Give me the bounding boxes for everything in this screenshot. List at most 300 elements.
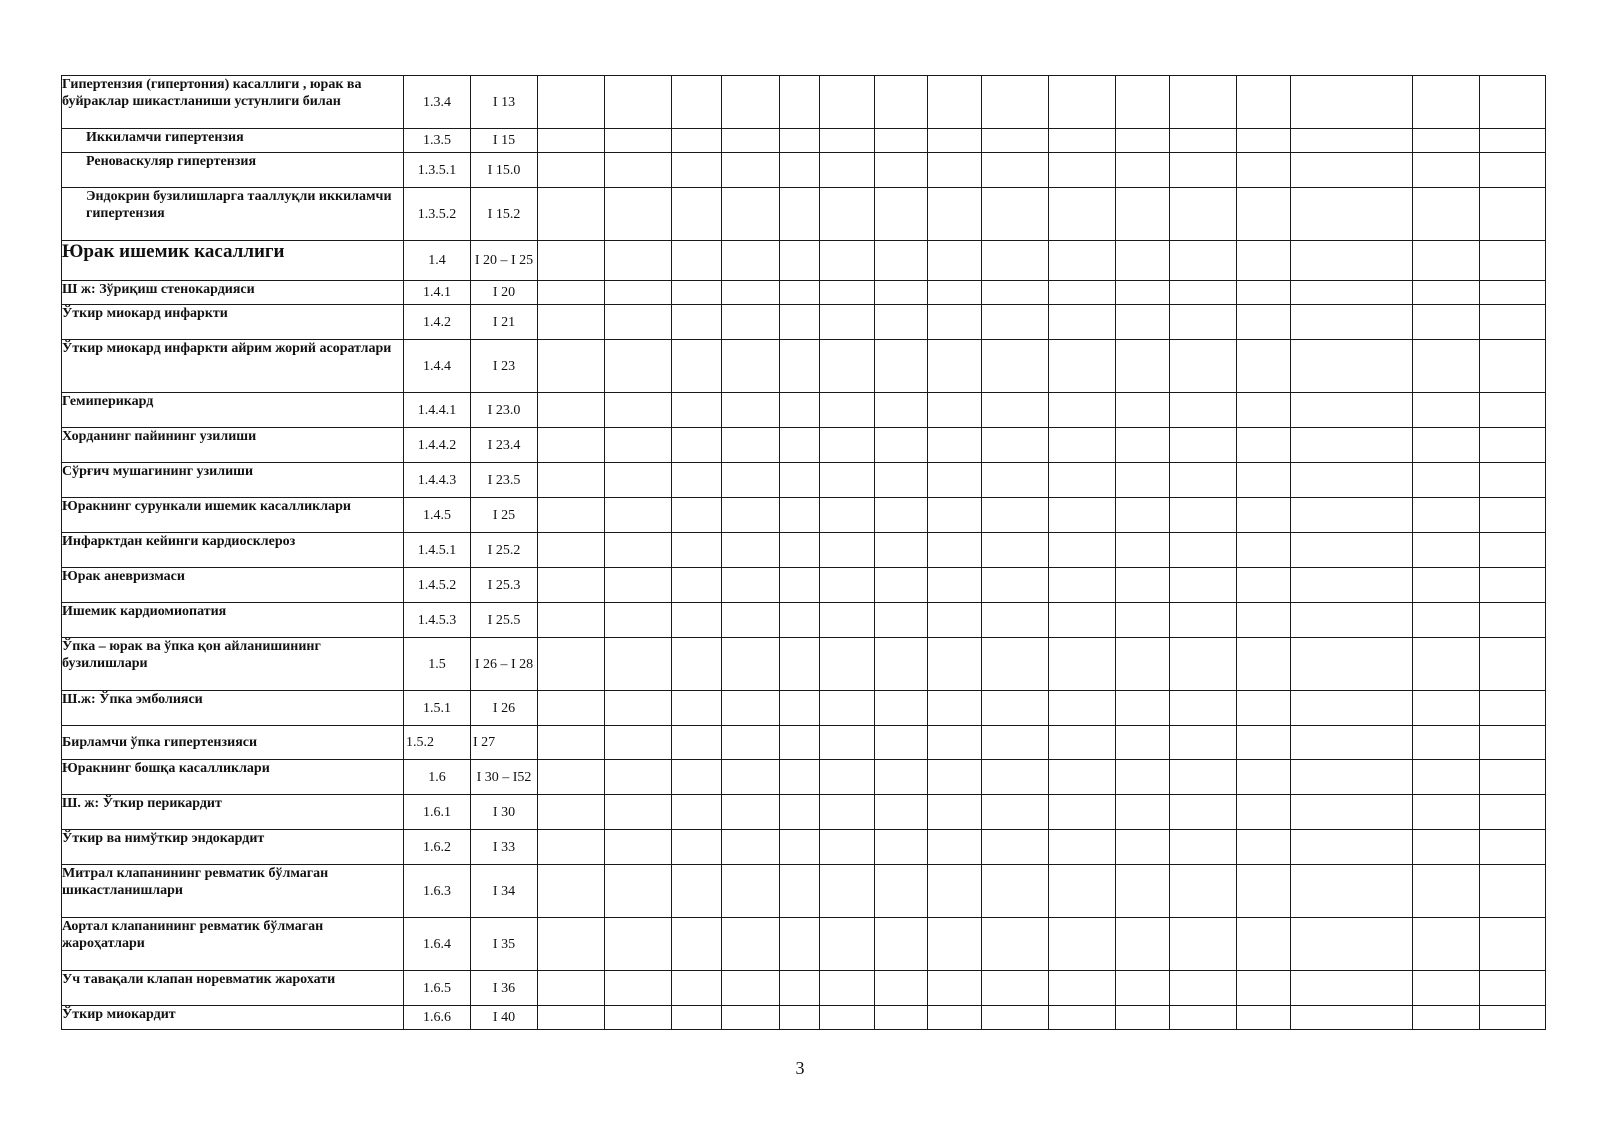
- empty-data-cell: [982, 281, 1049, 305]
- empty-data-cell: [538, 603, 605, 638]
- empty-data-cell: [820, 393, 875, 428]
- empty-data-cell: [1291, 830, 1413, 865]
- icd-code-cell: I 26 – I 28: [471, 638, 538, 691]
- empty-data-cell: [538, 76, 605, 129]
- empty-data-cell: [780, 726, 820, 760]
- empty-data-cell: [1116, 463, 1170, 498]
- empty-data-cell: [1480, 340, 1546, 393]
- empty-data-cell: [722, 691, 780, 726]
- empty-data-cell: [605, 691, 672, 726]
- empty-data-cell: [875, 428, 928, 463]
- empty-data-cell: [780, 691, 820, 726]
- empty-data-cell: [1291, 691, 1413, 726]
- empty-data-cell: [1413, 971, 1480, 1006]
- empty-data-cell: [780, 971, 820, 1006]
- empty-data-cell: [1413, 281, 1480, 305]
- empty-data-cell: [875, 340, 928, 393]
- empty-data-cell: [928, 153, 982, 188]
- icd-code-cell: I 25.3: [471, 568, 538, 603]
- empty-data-cell: [1480, 795, 1546, 830]
- empty-data-cell: [1237, 393, 1291, 428]
- empty-data-cell: [722, 533, 780, 568]
- empty-data-cell: [605, 153, 672, 188]
- empty-data-cell: [820, 241, 875, 281]
- empty-data-cell: [1237, 533, 1291, 568]
- empty-data-cell: [982, 533, 1049, 568]
- empty-data-cell: [875, 918, 928, 971]
- empty-data-cell: [820, 281, 875, 305]
- empty-data-cell: [928, 188, 982, 241]
- empty-data-cell: [928, 393, 982, 428]
- empty-data-cell: [1116, 795, 1170, 830]
- empty-data-cell: [672, 691, 722, 726]
- empty-data-cell: [1170, 795, 1237, 830]
- empty-data-cell: [1413, 463, 1480, 498]
- empty-data-cell: [780, 760, 820, 795]
- empty-data-cell: [928, 918, 982, 971]
- table-row: [62, 760, 1546, 795]
- empty-data-cell: [1237, 340, 1291, 393]
- icd-code-cell: I 27: [471, 726, 538, 760]
- icd-code-cell: I 25: [471, 498, 538, 533]
- empty-data-cell: [1291, 153, 1413, 188]
- empty-data-cell: [722, 393, 780, 428]
- empty-data-cell: [1291, 865, 1413, 918]
- empty-data-cell: [820, 340, 875, 393]
- row-code-cell: 1.5.1: [404, 691, 471, 726]
- empty-data-cell: [1291, 188, 1413, 241]
- empty-data-cell: [982, 691, 1049, 726]
- empty-data-cell: [875, 463, 928, 498]
- disease-name-cell: Юрак аневризмаси: [62, 568, 404, 603]
- empty-data-cell: [875, 153, 928, 188]
- empty-data-cell: [820, 568, 875, 603]
- empty-data-cell: [820, 865, 875, 918]
- empty-data-cell: [538, 241, 605, 281]
- empty-data-cell: [1237, 305, 1291, 340]
- empty-data-cell: [1116, 638, 1170, 691]
- empty-data-cell: [1116, 281, 1170, 305]
- empty-data-cell: [672, 281, 722, 305]
- empty-data-cell: [1116, 865, 1170, 918]
- empty-data-cell: [672, 188, 722, 241]
- row-code-cell: 1.4.4: [404, 340, 471, 393]
- empty-data-cell: [1170, 830, 1237, 865]
- empty-data-cell: [538, 795, 605, 830]
- empty-data-cell: [605, 638, 672, 691]
- table-row: [62, 918, 1546, 971]
- empty-data-cell: [538, 568, 605, 603]
- empty-data-cell: [780, 795, 820, 830]
- row-code-cell: 1.4.5.3: [404, 603, 471, 638]
- empty-data-cell: [1480, 393, 1546, 428]
- table-row: [62, 241, 1546, 281]
- row-code-cell: 1.4.4.1: [404, 393, 471, 428]
- empty-data-cell: [928, 533, 982, 568]
- row-code-cell: 1.4.4.2: [404, 428, 471, 463]
- empty-data-cell: [672, 153, 722, 188]
- empty-data-cell: [1413, 1006, 1480, 1030]
- empty-data-cell: [672, 726, 722, 760]
- empty-data-cell: [1413, 865, 1480, 918]
- icd-code-cell: I 20 – I 25: [471, 241, 538, 281]
- empty-data-cell: [820, 428, 875, 463]
- empty-data-cell: [1049, 153, 1116, 188]
- empty-data-cell: [605, 129, 672, 153]
- empty-data-cell: [1049, 795, 1116, 830]
- empty-data-cell: [722, 865, 780, 918]
- empty-data-cell: [1049, 76, 1116, 129]
- empty-data-cell: [1480, 638, 1546, 691]
- icd-code-cell: I 23.5: [471, 463, 538, 498]
- empty-data-cell: [722, 638, 780, 691]
- empty-data-cell: [875, 1006, 928, 1030]
- empty-data-cell: [875, 795, 928, 830]
- empty-data-cell: [1049, 691, 1116, 726]
- empty-data-cell: [672, 795, 722, 830]
- row-code-cell: 1.4.5.1: [404, 533, 471, 568]
- empty-data-cell: [780, 305, 820, 340]
- empty-data-cell: [928, 568, 982, 603]
- empty-data-cell: [1291, 795, 1413, 830]
- empty-data-cell: [820, 971, 875, 1006]
- icd-code-cell: I 30: [471, 795, 538, 830]
- empty-data-cell: [1291, 428, 1413, 463]
- empty-data-cell: [780, 568, 820, 603]
- empty-data-cell: [875, 393, 928, 428]
- empty-data-cell: [1116, 726, 1170, 760]
- empty-data-cell: [1413, 305, 1480, 340]
- empty-data-cell: [780, 188, 820, 241]
- table-row: [62, 129, 1546, 153]
- empty-data-cell: [1291, 281, 1413, 305]
- row-code-cell: 1.4.1: [404, 281, 471, 305]
- empty-data-cell: [1291, 918, 1413, 971]
- empty-data-cell: [722, 568, 780, 603]
- empty-data-cell: [1237, 129, 1291, 153]
- empty-data-cell: [722, 305, 780, 340]
- disease-name-cell: Юракнинг бошқа касалликлари: [62, 760, 404, 795]
- empty-data-cell: [780, 393, 820, 428]
- empty-data-cell: [820, 795, 875, 830]
- empty-data-cell: [928, 865, 982, 918]
- empty-data-cell: [820, 726, 875, 760]
- row-code-cell: 1.5.2: [404, 726, 471, 760]
- empty-data-cell: [1480, 129, 1546, 153]
- table-row: [62, 865, 1546, 918]
- icd-code-cell: I 33: [471, 830, 538, 865]
- empty-data-cell: [875, 830, 928, 865]
- empty-data-cell: [605, 971, 672, 1006]
- empty-data-cell: [1049, 1006, 1116, 1030]
- icd-code-cell: I 40: [471, 1006, 538, 1030]
- empty-data-cell: [1413, 795, 1480, 830]
- row-code-cell: 1.6.4: [404, 918, 471, 971]
- empty-data-cell: [605, 726, 672, 760]
- empty-data-cell: [780, 463, 820, 498]
- empty-data-cell: [875, 568, 928, 603]
- table-row: [62, 340, 1546, 393]
- empty-data-cell: [982, 795, 1049, 830]
- empty-data-cell: [982, 129, 1049, 153]
- empty-data-cell: [928, 691, 982, 726]
- empty-data-cell: [982, 498, 1049, 533]
- empty-data-cell: [1049, 463, 1116, 498]
- empty-data-cell: [1480, 726, 1546, 760]
- empty-data-cell: [1116, 305, 1170, 340]
- empty-data-cell: [875, 281, 928, 305]
- empty-data-cell: [1170, 638, 1237, 691]
- disease-name-cell: Хорданинг пайининг узилиши: [62, 428, 404, 463]
- empty-data-cell: [982, 463, 1049, 498]
- empty-data-cell: [672, 760, 722, 795]
- empty-data-cell: [1413, 428, 1480, 463]
- empty-data-cell: [538, 129, 605, 153]
- empty-data-cell: [1116, 603, 1170, 638]
- empty-data-cell: [928, 830, 982, 865]
- icd-code-cell: I 36: [471, 971, 538, 1006]
- icd-code-cell: I 13: [471, 76, 538, 129]
- empty-data-cell: [605, 533, 672, 568]
- empty-data-cell: [928, 129, 982, 153]
- empty-data-cell: [982, 153, 1049, 188]
- empty-data-cell: [1170, 153, 1237, 188]
- row-code-cell: 1.4.4.3: [404, 463, 471, 498]
- row-code-cell: 1.6.1: [404, 795, 471, 830]
- empty-data-cell: [820, 498, 875, 533]
- table-row: [62, 428, 1546, 463]
- empty-data-cell: [928, 971, 982, 1006]
- empty-data-cell: [1480, 241, 1546, 281]
- disease-name-cell: Ўпка – юрак ва ўпка қон айланишининг бузилишлари: [62, 638, 404, 691]
- empty-data-cell: [1237, 971, 1291, 1006]
- disease-name-cell: Сўрғич мушагининг узилиши: [62, 463, 404, 498]
- empty-data-cell: [1413, 830, 1480, 865]
- empty-data-cell: [1170, 568, 1237, 603]
- empty-data-cell: [1049, 830, 1116, 865]
- empty-data-cell: [928, 305, 982, 340]
- empty-data-cell: [1480, 568, 1546, 603]
- disease-name-cell: Ўткир миокард инфаркти айрим жорий асоратлари: [62, 340, 404, 393]
- empty-data-cell: [1049, 129, 1116, 153]
- empty-data-cell: [1049, 760, 1116, 795]
- empty-data-cell: [982, 241, 1049, 281]
- empty-data-cell: [820, 760, 875, 795]
- empty-data-cell: [538, 188, 605, 241]
- disease-name-cell: Эндокрин бузилишларга тааллуқли иккиламчи гипертензия: [62, 188, 404, 241]
- empty-data-cell: [1116, 918, 1170, 971]
- empty-data-cell: [1413, 76, 1480, 129]
- empty-data-cell: [875, 865, 928, 918]
- empty-data-cell: [1049, 188, 1116, 241]
- empty-data-cell: [1291, 241, 1413, 281]
- empty-data-cell: [1237, 1006, 1291, 1030]
- row-code-cell: 1.6: [404, 760, 471, 795]
- icd-code-cell: I 21: [471, 305, 538, 340]
- empty-data-cell: [722, 1006, 780, 1030]
- empty-data-cell: [1170, 241, 1237, 281]
- disease-name-cell: Иккиламчи гипертензия: [62, 129, 404, 153]
- empty-data-cell: [928, 241, 982, 281]
- empty-data-cell: [1291, 726, 1413, 760]
- table-body: [62, 76, 1546, 1030]
- empty-data-cell: [1480, 153, 1546, 188]
- empty-data-cell: [1116, 971, 1170, 1006]
- empty-data-cell: [1237, 153, 1291, 188]
- table-row: [62, 795, 1546, 830]
- empty-data-cell: [1170, 1006, 1237, 1030]
- empty-data-cell: [722, 726, 780, 760]
- empty-data-cell: [1237, 760, 1291, 795]
- empty-data-cell: [982, 830, 1049, 865]
- empty-data-cell: [538, 393, 605, 428]
- table-row: [62, 726, 1546, 760]
- icd-code-cell: I 23.0: [471, 393, 538, 428]
- empty-data-cell: [722, 428, 780, 463]
- empty-data-cell: [672, 1006, 722, 1030]
- empty-data-cell: [722, 918, 780, 971]
- empty-data-cell: [722, 760, 780, 795]
- empty-data-cell: [1237, 603, 1291, 638]
- empty-data-cell: [982, 918, 1049, 971]
- empty-data-cell: [875, 726, 928, 760]
- row-code-cell: 1.3.4: [404, 76, 471, 129]
- empty-data-cell: [1170, 760, 1237, 795]
- empty-data-cell: [820, 638, 875, 691]
- icd-code-cell: I 25.5: [471, 603, 538, 638]
- icd-code-cell: I 20: [471, 281, 538, 305]
- disease-name-cell: Аортал клапанининг ревматик бўлмаган жароҳатлари: [62, 918, 404, 971]
- empty-data-cell: [672, 241, 722, 281]
- empty-data-cell: [1116, 428, 1170, 463]
- empty-data-cell: [1413, 603, 1480, 638]
- empty-data-cell: [672, 971, 722, 1006]
- empty-data-cell: [1116, 1006, 1170, 1030]
- empty-data-cell: [722, 76, 780, 129]
- table-row: [62, 188, 1546, 241]
- table-row: [62, 533, 1546, 568]
- empty-data-cell: [722, 241, 780, 281]
- empty-data-cell: [875, 188, 928, 241]
- empty-data-cell: [1480, 463, 1546, 498]
- empty-data-cell: [1170, 340, 1237, 393]
- empty-data-cell: [538, 971, 605, 1006]
- empty-data-cell: [875, 241, 928, 281]
- empty-data-cell: [875, 638, 928, 691]
- empty-data-cell: [1237, 463, 1291, 498]
- empty-data-cell: [780, 638, 820, 691]
- empty-data-cell: [780, 76, 820, 129]
- row-code-cell: 1.6.6: [404, 1006, 471, 1030]
- empty-data-cell: [672, 638, 722, 691]
- empty-data-cell: [1480, 603, 1546, 638]
- empty-data-cell: [1291, 760, 1413, 795]
- empty-data-cell: [1237, 428, 1291, 463]
- empty-data-cell: [722, 603, 780, 638]
- empty-data-cell: [1049, 340, 1116, 393]
- empty-data-cell: [982, 76, 1049, 129]
- empty-data-cell: [780, 865, 820, 918]
- empty-data-cell: [780, 340, 820, 393]
- empty-data-cell: [820, 603, 875, 638]
- empty-data-cell: [722, 129, 780, 153]
- empty-data-cell: [1049, 533, 1116, 568]
- empty-data-cell: [1170, 726, 1237, 760]
- empty-data-cell: [605, 76, 672, 129]
- empty-data-cell: [605, 498, 672, 533]
- empty-data-cell: [1170, 533, 1237, 568]
- empty-data-cell: [982, 568, 1049, 603]
- empty-data-cell: [538, 428, 605, 463]
- empty-data-cell: [1291, 638, 1413, 691]
- empty-data-cell: [605, 188, 672, 241]
- empty-data-cell: [928, 726, 982, 760]
- empty-data-cell: [1237, 498, 1291, 533]
- empty-data-cell: [1049, 971, 1116, 1006]
- empty-data-cell: [672, 603, 722, 638]
- empty-data-cell: [1413, 918, 1480, 971]
- empty-data-cell: [1413, 340, 1480, 393]
- empty-data-cell: [820, 153, 875, 188]
- empty-data-cell: [1413, 153, 1480, 188]
- empty-data-cell: [1480, 305, 1546, 340]
- empty-data-cell: [820, 691, 875, 726]
- empty-data-cell: [982, 638, 1049, 691]
- empty-data-cell: [538, 281, 605, 305]
- empty-data-cell: [1237, 830, 1291, 865]
- empty-data-cell: [722, 463, 780, 498]
- empty-data-cell: [605, 865, 672, 918]
- empty-data-cell: [722, 340, 780, 393]
- empty-data-cell: [1170, 305, 1237, 340]
- empty-data-cell: [538, 865, 605, 918]
- empty-data-cell: [672, 463, 722, 498]
- empty-data-cell: [928, 795, 982, 830]
- empty-data-cell: [1170, 971, 1237, 1006]
- empty-data-cell: [1413, 533, 1480, 568]
- empty-data-cell: [1049, 305, 1116, 340]
- row-code-cell: 1.4: [404, 241, 471, 281]
- empty-data-cell: [1170, 918, 1237, 971]
- empty-data-cell: [538, 340, 605, 393]
- empty-data-cell: [538, 533, 605, 568]
- empty-data-cell: [538, 918, 605, 971]
- empty-data-cell: [722, 830, 780, 865]
- empty-data-cell: [1116, 188, 1170, 241]
- empty-data-cell: [982, 305, 1049, 340]
- empty-data-cell: [1170, 865, 1237, 918]
- empty-data-cell: [928, 498, 982, 533]
- empty-data-cell: [928, 463, 982, 498]
- table-row: [62, 603, 1546, 638]
- empty-data-cell: [982, 865, 1049, 918]
- icd-code-cell: I 23: [471, 340, 538, 393]
- empty-data-cell: [1480, 971, 1546, 1006]
- page-number: 3: [795, 1058, 805, 1078]
- disease-name-cell: Ишемик кардиомиопатия: [62, 603, 404, 638]
- empty-data-cell: [820, 76, 875, 129]
- empty-data-cell: [538, 830, 605, 865]
- empty-data-cell: [538, 1006, 605, 1030]
- empty-data-cell: [1237, 188, 1291, 241]
- empty-data-cell: [605, 918, 672, 971]
- empty-data-cell: [780, 153, 820, 188]
- empty-data-cell: [1480, 918, 1546, 971]
- empty-data-cell: [820, 918, 875, 971]
- empty-data-cell: [1116, 153, 1170, 188]
- empty-data-cell: [1170, 428, 1237, 463]
- empty-data-cell: [672, 129, 722, 153]
